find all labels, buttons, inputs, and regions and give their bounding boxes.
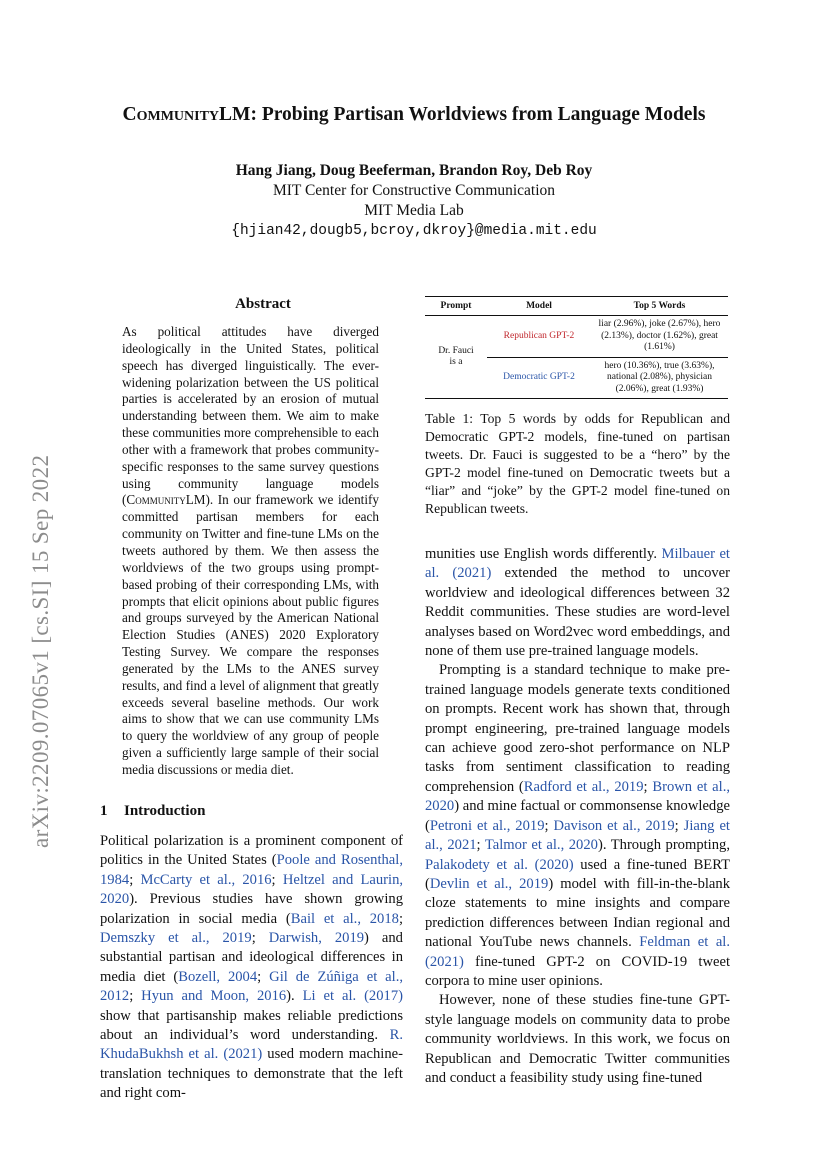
paragraph-text: ) and substantial partisan and ideological differences in media diet ( bbox=[100, 930, 403, 985]
table-cell-model-democratic: Democratic GPT-2 bbox=[487, 357, 591, 399]
citation-link[interactable]: Heltzel and Laurin, 2020 bbox=[100, 871, 404, 908]
citation-link[interactable]: Radford et al., 2019 bbox=[523, 778, 644, 795]
citation-link[interactable]: Bail et al., 2018 bbox=[290, 910, 399, 927]
paragraph-text: Political polarization is a prominent component of politics in the United States ( bbox=[100, 833, 403, 869]
paragraph-text: ; bbox=[251, 930, 269, 947]
intro-left-column bbox=[100, 832, 403, 1104]
abstract-heading: Abstract bbox=[235, 296, 291, 312]
paragraph-text: ; bbox=[476, 837, 485, 854]
citation-link[interactable]: Davison et al., 2019 bbox=[553, 817, 675, 834]
citation-link[interactable]: R. KhudaBukhsh et al. (2021) bbox=[100, 1027, 403, 1063]
section-title: Introduction bbox=[124, 803, 206, 819]
table-header-model: Model bbox=[526, 301, 552, 311]
paragraph-text: However, none of these studies fine-tune GPT-style language models on community data to probe community worldviews. In this work, we focus on Republican and Democratic Twitter communities and conduct a feasibility study using fine-tuned bbox=[425, 992, 730, 1086]
author-names: Hang Jiang, Doug Beeferman, Brandon Roy, Deb Roy bbox=[235, 162, 593, 179]
arxiv-identifier: arXiv:2209.07065v1 [cs.SI] 15 Sep 2022 bbox=[28, 454, 53, 848]
section-number: 1 bbox=[100, 803, 108, 819]
arxiv-sidebar bbox=[24, 378, 58, 848]
title-system-name: CommunityLM bbox=[122, 104, 251, 125]
citation-link[interactable]: Devlin et al., 2019 bbox=[429, 875, 549, 892]
abstract-system-name: CommunityLM bbox=[126, 492, 206, 508]
citation-link[interactable]: Darwish, 2019 bbox=[268, 930, 365, 947]
results-table bbox=[425, 296, 728, 399]
author-email: {hjian42,dougb5,bcroy,dkroy}@media.mit.edu bbox=[231, 223, 597, 239]
citation-link[interactable]: Bozell, 2004 bbox=[178, 968, 258, 985]
right-paragraph-3 bbox=[425, 991, 730, 1088]
citation-link[interactable]: Talmor et al., 2020 bbox=[484, 837, 598, 854]
paragraph-text: ) model with fill-in-the-blank cloze statements to mine insights and compare prediction differences between Indian regional and national YouTube news channels. bbox=[425, 875, 730, 951]
paragraph-text: ; bbox=[643, 778, 653, 795]
citation-link[interactable]: Milbauer et al. (2021) bbox=[425, 546, 730, 582]
paragraph-text: Prompting is a standard technique to make pre-trained language models generate texts conditioned on prompts. Recent work has shown that, through prompt engineering, pre-trained language models can achieve good zero-shot performance on NLP tasks from sentiment classification to reading comprehension ( bbox=[425, 662, 730, 795]
paragraph-text: ). bbox=[286, 988, 303, 1005]
table-header-top-words: Top 5 Words bbox=[633, 301, 686, 311]
right-paragraph-2 bbox=[425, 661, 730, 991]
citation-link[interactable]: Hyun and Moon, 2016 bbox=[141, 988, 287, 1005]
citation-link[interactable]: Jiang et al., 2021 bbox=[425, 817, 730, 854]
citation-link[interactable]: Demszky et al., 2019 bbox=[100, 930, 252, 947]
citation-link[interactable]: Petroni et al., 2019 bbox=[429, 817, 545, 834]
citation-link[interactable]: Palakodety et al. (2020) bbox=[425, 856, 574, 873]
paragraph-text: ; bbox=[129, 871, 141, 888]
abstract-text bbox=[122, 324, 379, 779]
affiliation-line-2: MIT Media Lab bbox=[364, 202, 464, 219]
title-subtitle: : Probing Partisan Worldviews from Language Models bbox=[250, 104, 706, 125]
table-row bbox=[425, 316, 728, 358]
citation-link[interactable]: Gil de Zúñiga et al., 2012 bbox=[100, 968, 404, 1005]
paper-title bbox=[0, 104, 828, 126]
table-cell-model-republican: Republican GPT-2 bbox=[503, 330, 575, 341]
citation-link[interactable]: Poole and Rosenthal, 1984 bbox=[100, 852, 403, 888]
table-caption: Table 1: Top 5 words by odds for Republican and Democratic GPT-2 models, fine-tuned on partisan tweets. Dr. Fauci is suggested to be a “hero” by the GPT-2 model fine-tuned on Democratic tweets but a “liar” and “joke” by the GPT-2 model fine-tuned on Republican tweets. bbox=[425, 411, 730, 516]
paragraph-text: ). Previous studies have shown growing polarization in social media ( bbox=[100, 891, 403, 927]
intro-paragraph-1 bbox=[100, 832, 403, 1104]
paragraph-text: ; bbox=[544, 817, 554, 834]
paragraph-text: used modern machine-translation techniques to demonstrate that the left and right com- bbox=[100, 1046, 403, 1102]
right-paragraph-1 bbox=[425, 545, 730, 661]
paragraph-text: ; bbox=[674, 817, 684, 834]
paragraph-text: show that partisanship makes reliable predictions about an individual’s word understanding. bbox=[100, 1007, 403, 1044]
paragraph-text: ). Through prompting, bbox=[597, 837, 730, 854]
paragraph-text: munities use English words differently. bbox=[425, 546, 662, 562]
affiliation-line-1: MIT Center for Constructive Communication bbox=[272, 182, 556, 199]
citation-link[interactable]: Feldman et al. (2021) bbox=[425, 934, 730, 970]
author-block bbox=[0, 161, 828, 241]
paragraph-text: ; bbox=[398, 910, 403, 927]
abstract-text-part-a: As political attitudes have diverged ideologically in the United States, political speech has diverged linguistically. The ever-widening polarization between the US political parties is accelerated by an erosion of mutual understanding between them. We aim to make these communities more comprehensible to each other with a framework that probes community-specific responses to the same survey questions using community language models ( bbox=[122, 324, 379, 508]
citation-link[interactable]: Li et al. (2017) bbox=[302, 988, 403, 1005]
intro-right-column bbox=[425, 545, 730, 1088]
paragraph-text: ; bbox=[257, 968, 270, 985]
paragraph-text: used a fine-tuned BERT ( bbox=[425, 856, 730, 892]
paragraph-text: ; bbox=[129, 988, 142, 1005]
paragraph-text: fine-tuned GPT-2 on COVID-19 tweet corpora to mine user opinions. bbox=[425, 953, 730, 989]
citation-link[interactable]: McCarty et al., 2016 bbox=[140, 871, 272, 888]
paragraph-text: ) and mine factual or commonsense knowledge ( bbox=[425, 798, 730, 834]
paragraph-text: extended the method to uncover worldview and ideological differences between 32 Reddit communities. These studies are word-level analyses based on Word2vec word embeddings, and none of them use pre-trained language models. bbox=[425, 565, 730, 660]
abstract-text-part-b: ). In our framework we identify committed partisan members for each community on Twitter and fine-tune LMs on the tweets authored by them. We then assess the worldviews of the two groups using prompt-based probing of their corresponding LMs, with prompts that elicit opinions about public figures and groups surveyed by the American National Election Studies (ANES) 2020 Exploratory Testing Survey. We compare the responses generated by the LMs to the ANES survey results, and find a level of alignment that greatly exceeds several baseline methods. Our work aims to show that we can use community LMs to query the worldview of any group of people given a sufficiently large sample of their social media discussions or media diet. bbox=[122, 492, 379, 777]
table-cell-words-democratic: hero (10.36%), true (3.63%), national (2.08%), physician (2.06%), great (1.93%) bbox=[591, 357, 728, 399]
section-heading-introduction bbox=[100, 803, 205, 820]
table-header-prompt: Prompt bbox=[440, 301, 472, 311]
table-cell-words-republican: liar (2.96%), joke (2.67%), hero (2.13%), doctor (1.62%), great (1.61%) bbox=[598, 319, 721, 352]
paragraph-text: ; bbox=[271, 871, 283, 888]
citation-link[interactable]: Brown et al., 2020 bbox=[425, 778, 731, 815]
table-cell-prompt: Dr. Fauci is a bbox=[438, 345, 474, 367]
